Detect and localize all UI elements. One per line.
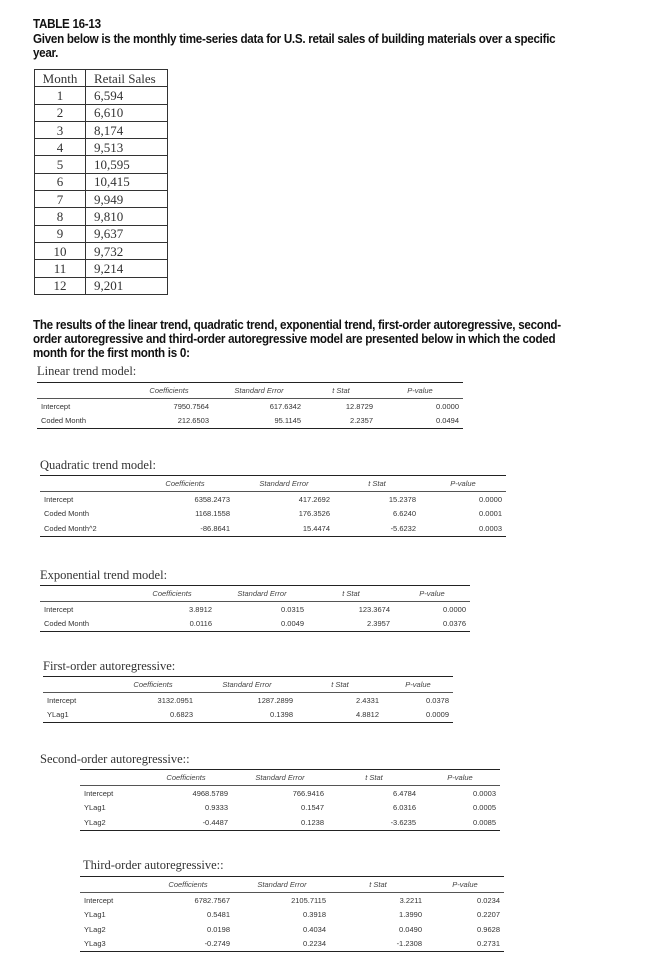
p-value-cell: 0.0376 xyxy=(394,617,470,632)
p-value-cell: 0.0234 xyxy=(477,895,500,905)
coefficients-cell: 0.0116 xyxy=(128,617,216,632)
p-value-cell: 0.0378 xyxy=(426,695,449,705)
variable-name-cell: YLag2 xyxy=(80,815,140,830)
table-row xyxy=(40,521,506,536)
header-p-value: P-value xyxy=(383,677,453,693)
variable-name-cell: Coded Month xyxy=(40,617,128,632)
t-stat-cell: 3.2211 xyxy=(399,895,422,905)
t-stat-cell: 6.6240 xyxy=(393,509,416,519)
coefficients-cell: -86.8641 xyxy=(136,521,234,536)
table-row xyxy=(43,693,453,708)
coefficients-cell: 212.6503 xyxy=(125,414,213,429)
coefficients-cell: 0.9333 xyxy=(205,803,228,813)
header-coefficients: Coefficients xyxy=(128,586,216,602)
quadratic-model-label: Quadratic trend model: xyxy=(40,458,156,472)
sales-table xyxy=(34,69,168,295)
table-row xyxy=(80,815,500,830)
variable-name-cell: YLag2 xyxy=(84,924,106,934)
header-t-stat: t Stat xyxy=(308,586,394,602)
heading-line-1: Given below is the monthly time-series data for U.S. retail sales of building materials over a specific xyxy=(33,32,556,46)
standard-error-cell: 617.6342 xyxy=(269,401,301,411)
header-retail-sales: Retail Sales xyxy=(86,70,168,87)
stat-header-row xyxy=(43,677,453,693)
variable-name-cell: YLag1 xyxy=(84,910,106,920)
header-t-stat: t Stat xyxy=(334,476,420,492)
table-row xyxy=(80,908,504,923)
variable-name-cell: Intercept xyxy=(41,401,71,411)
t-stat-cell: 12.8729 xyxy=(345,401,373,411)
standard-error-cell: 1287.2899 xyxy=(257,695,293,705)
header-coefficients: Coefficients xyxy=(125,383,213,399)
heading-line-2: year. xyxy=(33,46,59,60)
stat-header-row xyxy=(80,877,504,893)
retail-sales-cell: 9,949 xyxy=(86,191,168,208)
retail-sales-cell: 10,415 xyxy=(86,173,168,190)
header-coefficients: Coefficients xyxy=(109,677,197,693)
variable-name-cell: Coded Month xyxy=(37,414,125,429)
p-value-cell: 0.0003 xyxy=(473,788,496,798)
retail-sales-cell: 9,810 xyxy=(86,208,168,225)
standard-error-cell: 417.2692 xyxy=(298,494,330,504)
t-stat-cell: -1.2308 xyxy=(330,937,426,952)
month-cell: 9 xyxy=(35,225,86,242)
t-stat-cell: 6.4784 xyxy=(393,788,416,798)
variable-name-cell: Intercept xyxy=(84,788,114,798)
retail-sales-cell: 8,174 xyxy=(86,121,168,138)
linear-model-label: Linear trend model: xyxy=(37,364,137,378)
header-standard-error: Standard Error xyxy=(234,877,330,893)
sales-row xyxy=(35,87,168,104)
retail-sales-cell: 9,513 xyxy=(86,139,168,156)
table-row xyxy=(80,786,500,801)
month-cell: 12 xyxy=(35,277,86,294)
linear-model-table xyxy=(37,382,463,429)
p-value-cell: 0.0009 xyxy=(383,708,453,723)
variable-name-cell: Intercept xyxy=(47,695,77,705)
standard-error-cell: 95.1145 xyxy=(213,414,305,429)
coefficients-cell: 6782.7567 xyxy=(194,895,230,905)
third-order-model-table xyxy=(80,876,504,952)
coefficients-cell: 0.5481 xyxy=(207,910,230,920)
stat-header-row xyxy=(37,383,463,399)
sales-row xyxy=(35,191,168,208)
coefficients-cell: 1168.1558 xyxy=(195,509,230,519)
table-row xyxy=(40,602,470,617)
second-order-model-table xyxy=(80,769,500,831)
header-p-value: P-value xyxy=(420,770,500,786)
variable-name-cell: YLag1 xyxy=(84,803,106,813)
header-coefficients: Coefficients xyxy=(142,877,234,893)
variable-name-cell: Intercept xyxy=(44,604,74,614)
variable-name-cell: Intercept xyxy=(44,494,74,504)
retail-sales-cell: 9,637 xyxy=(86,225,168,242)
month-cell: 3 xyxy=(35,121,86,138)
table-row xyxy=(40,617,470,632)
p-value-cell: 0.0001 xyxy=(479,509,502,519)
standard-error-cell: 766.9416 xyxy=(292,788,324,798)
header-p-value: P-value xyxy=(377,383,463,399)
header-p-value: P-value xyxy=(394,586,470,602)
header-standard-error: Standard Error xyxy=(234,476,334,492)
month-cell: 11 xyxy=(35,260,86,277)
sales-row xyxy=(35,156,168,173)
p-value-cell: 0.9628 xyxy=(477,924,500,934)
retail-sales-cell: 6,610 xyxy=(86,104,168,121)
header-standard-error: Standard Error xyxy=(216,586,308,602)
sales-row xyxy=(35,121,168,138)
sales-row xyxy=(35,139,168,156)
header-t-stat: t Stat xyxy=(297,677,383,693)
variable-name-cell: Coded Month^2 xyxy=(40,521,136,536)
header-p-value: P-value xyxy=(420,476,506,492)
table-row xyxy=(37,399,463,414)
sales-row xyxy=(35,104,168,121)
stat-header-blank xyxy=(80,770,140,786)
stat-header-blank xyxy=(40,586,128,602)
table-row xyxy=(80,922,504,937)
third-order-model-label: Third-order autoregressive:: xyxy=(83,858,224,872)
header-standard-error: Standard Error xyxy=(213,383,305,399)
t-stat-cell: -3.6235 xyxy=(328,815,420,830)
retail-sales-cell: 9,201 xyxy=(86,277,168,294)
coefficients-cell: 6358.2473 xyxy=(194,494,230,504)
quadratic-model-table xyxy=(40,475,506,537)
retail-sales-cell: 9,214 xyxy=(86,260,168,277)
coefficients-cell: 3132.0951 xyxy=(157,695,193,705)
p-value-cell: 0.0000 xyxy=(479,494,502,504)
month-cell: 2 xyxy=(35,104,86,121)
sales-row xyxy=(35,225,168,242)
t-stat-cell: 15.2378 xyxy=(388,494,416,504)
coefficients-cell: 0.0198 xyxy=(207,924,230,934)
standard-error-cell: 0.0315 xyxy=(281,604,304,614)
month-cell: 8 xyxy=(35,208,86,225)
t-stat-cell: 2.3957 xyxy=(308,617,394,632)
standard-error-cell: 0.1238 xyxy=(232,815,328,830)
stat-header-blank xyxy=(40,476,136,492)
exponential-model-label: Exponential trend model: xyxy=(40,568,168,582)
month-cell: 7 xyxy=(35,191,86,208)
sales-row xyxy=(35,242,168,259)
coefficients-cell: -0.2749 xyxy=(142,937,234,952)
table-row xyxy=(80,801,500,816)
stat-header-row xyxy=(40,476,506,492)
results-line-3: month for the first month is 0: xyxy=(33,346,190,360)
retail-sales-cell: 10,595 xyxy=(86,156,168,173)
stat-header-blank xyxy=(43,677,109,693)
p-value-cell: 0.2207 xyxy=(477,910,500,920)
sales-header-row xyxy=(35,70,168,87)
table-title: TABLE 16-13 xyxy=(33,17,101,31)
stat-header-blank xyxy=(37,383,125,399)
month-cell: 6 xyxy=(35,173,86,190)
header-standard-error: Standard Error xyxy=(232,770,328,786)
header-month: Month xyxy=(35,70,86,87)
retail-sales-cell: 9,732 xyxy=(86,242,168,259)
sales-row xyxy=(35,277,168,294)
t-stat-cell: -5.6232 xyxy=(334,521,420,536)
table-row xyxy=(43,708,453,723)
table-row xyxy=(80,937,504,952)
table-row xyxy=(40,507,506,522)
standard-error-cell: 176.3526 xyxy=(298,509,330,519)
month-cell: 5 xyxy=(35,156,86,173)
p-value-cell: 0.2731 xyxy=(426,937,504,952)
t-stat-cell: 6.0316 xyxy=(393,803,416,813)
t-stat-cell: 123.3674 xyxy=(358,604,390,614)
coefficients-cell: 0.6823 xyxy=(109,708,197,723)
variable-name-cell: YLag3 xyxy=(80,937,142,952)
standard-error-cell: 0.0049 xyxy=(216,617,308,632)
second-order-model-label: Second-order autoregressive:: xyxy=(40,752,190,766)
p-value-cell: 0.0085 xyxy=(420,815,500,830)
sales-row xyxy=(35,208,168,225)
standard-error-cell: 0.3918 xyxy=(303,910,326,920)
sales-row xyxy=(35,173,168,190)
standard-error-cell: 0.1547 xyxy=(301,803,324,813)
p-value-cell: 0.0003 xyxy=(420,521,506,536)
results-line-2: order autoregressive and third-order autoregressive model are presented below in which the coded xyxy=(33,332,556,346)
t-stat-cell: 2.2357 xyxy=(305,414,377,429)
first-order-model-table xyxy=(43,676,453,723)
header-coefficients: Coefficients xyxy=(136,476,234,492)
standard-error-cell: 0.2234 xyxy=(234,937,330,952)
stat-header-row xyxy=(80,770,500,786)
t-stat-cell: 4.8812 xyxy=(297,708,383,723)
month-cell: 10 xyxy=(35,242,86,259)
exponential-model-table xyxy=(40,585,470,632)
table-row xyxy=(80,893,504,908)
header-t-stat: t Stat xyxy=(305,383,377,399)
standard-error-cell: 2105.7115 xyxy=(291,895,326,905)
coefficients-cell: 4968.5789 xyxy=(192,788,228,798)
p-value-cell: 0.0494 xyxy=(377,414,463,429)
stat-header-row xyxy=(40,586,470,602)
table-row xyxy=(40,492,506,507)
header-coefficients: Coefficients xyxy=(140,770,232,786)
p-value-cell: 0.0000 xyxy=(436,401,459,411)
table-row xyxy=(37,414,463,429)
t-stat-cell: 1.3990 xyxy=(399,910,422,920)
header-p-value: P-value xyxy=(426,877,504,893)
variable-name-cell: Coded Month xyxy=(44,509,90,519)
p-value-cell: 0.0000 xyxy=(443,604,466,614)
standard-error-cell: 15.4474 xyxy=(234,521,334,536)
first-order-model-label: First-order autoregressive: xyxy=(43,659,176,673)
coefficients-cell: 7950.7564 xyxy=(173,401,209,411)
variable-name-cell: Intercept xyxy=(84,895,114,905)
coefficients-cell: -0.4487 xyxy=(140,815,232,830)
header-t-stat: t Stat xyxy=(330,877,426,893)
p-value-cell: 0.0005 xyxy=(473,803,496,813)
coefficients-cell: 3.8912 xyxy=(189,604,212,614)
standard-error-cell: 0.4034 xyxy=(303,924,326,934)
header-t-stat: t Stat xyxy=(328,770,420,786)
standard-error-cell: 0.1398 xyxy=(197,708,297,723)
month-cell: 1 xyxy=(35,87,86,104)
results-line-1: The results of the linear trend, quadratic trend, exponential trend, first-order autoregressive, second- xyxy=(33,318,561,332)
retail-sales-cell: 6,594 xyxy=(86,87,168,104)
t-stat-cell: 2.4331 xyxy=(356,695,379,705)
t-stat-cell: 0.0490 xyxy=(399,924,422,934)
month-cell: 4 xyxy=(35,139,86,156)
variable-name-cell: YLag1 xyxy=(43,708,109,723)
header-standard-error: Standard Error xyxy=(197,677,297,693)
sales-row xyxy=(35,260,168,277)
stat-header-blank xyxy=(80,877,142,893)
